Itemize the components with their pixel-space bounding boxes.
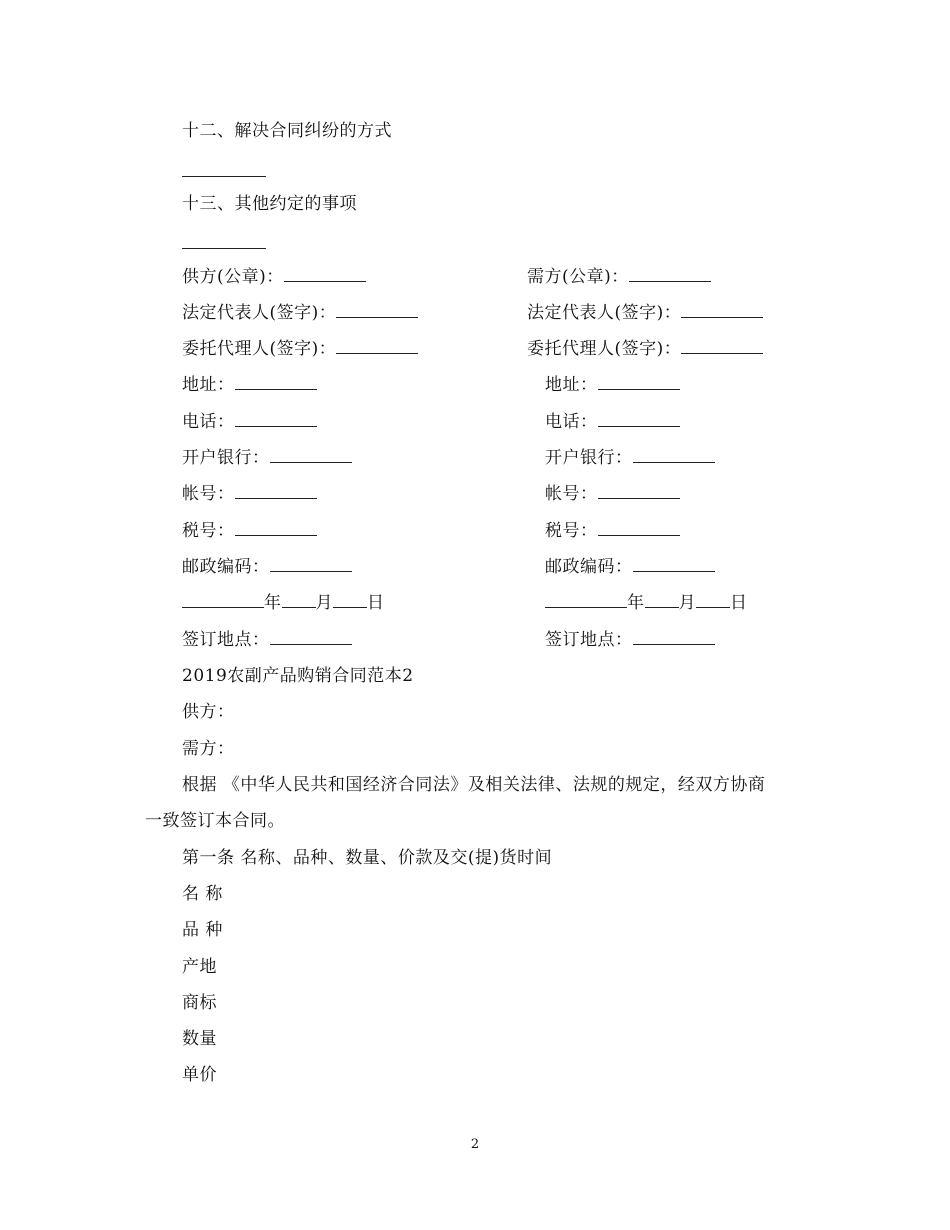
right-rep xyxy=(527,302,763,324)
left-phone-label: 电话： xyxy=(182,412,235,432)
left-agent xyxy=(182,338,418,360)
left-month-blank xyxy=(282,592,316,608)
right-bank xyxy=(545,447,715,469)
left-seal-blank xyxy=(284,266,366,282)
left-tax xyxy=(182,520,317,542)
left-phone xyxy=(182,411,317,433)
right-year-label: 年 xyxy=(627,593,645,613)
contract2-intro-line1: 根据 《中华人民共和国经济合同法》及相关法律、法规的规定，经双方协商 xyxy=(182,775,766,795)
contract2-article1: 第一条 名称、品种、数量、价款及交(提)货时间 xyxy=(182,848,553,868)
left-address-label: 地址： xyxy=(182,375,235,395)
left-rep-label: 法定代表人(签字)： xyxy=(182,303,337,323)
left-month-label: 月 xyxy=(315,593,333,613)
left-bank xyxy=(182,447,352,469)
right-place xyxy=(545,629,715,651)
left-date xyxy=(182,592,385,614)
left-day-blank xyxy=(333,592,367,608)
left-account xyxy=(182,483,317,505)
right-address xyxy=(545,374,680,396)
left-account-blank xyxy=(235,483,317,499)
left-rep xyxy=(182,302,418,324)
right-agent xyxy=(527,338,763,360)
page-number: 2 xyxy=(470,1137,480,1152)
right-tax-label: 税号： xyxy=(545,521,598,541)
right-bank-label: 开户银行： xyxy=(545,448,633,468)
left-address-blank xyxy=(235,374,317,390)
right-month-label: 月 xyxy=(678,593,696,613)
right-phone-blank xyxy=(598,411,680,427)
left-year-blank xyxy=(182,592,264,608)
field-unit-price: 单价 xyxy=(182,1065,217,1085)
left-postcode xyxy=(182,556,352,578)
right-account-blank xyxy=(598,483,680,499)
right-address-blank xyxy=(598,374,680,390)
left-postcode-label: 邮政编码： xyxy=(182,557,270,577)
right-address-label: 地址： xyxy=(545,375,598,395)
right-day-blank xyxy=(696,592,730,608)
field-origin: 产地 xyxy=(182,957,217,977)
right-postcode-label: 邮政编码： xyxy=(545,557,633,577)
section-13-blank xyxy=(182,248,266,249)
left-agent-label: 委托代理人(签字)： xyxy=(182,339,337,359)
contract2-buyer: 需方： xyxy=(182,739,235,759)
field-quantity: 数量 xyxy=(182,1029,217,1049)
right-tax-blank xyxy=(598,520,680,536)
left-place-blank xyxy=(270,629,352,645)
right-seal-blank xyxy=(629,266,711,282)
right-month-blank xyxy=(645,592,679,608)
right-phone xyxy=(545,411,680,433)
right-agent-label: 委托代理人(签字)： xyxy=(527,339,682,359)
left-place xyxy=(182,629,352,651)
right-seal xyxy=(527,266,711,288)
right-year-blank xyxy=(545,592,627,608)
left-bank-label: 开户银行： xyxy=(182,448,270,468)
section-13-heading: 十三、其他约定的事项 xyxy=(182,194,357,214)
contract2-title: 2019农副产品购销合同范本2 xyxy=(182,666,414,686)
left-seal xyxy=(182,266,366,288)
left-tax-blank xyxy=(235,520,317,536)
right-rep-blank xyxy=(681,302,763,318)
right-day-label: 日 xyxy=(730,593,748,613)
left-account-label: 帐号： xyxy=(182,484,235,504)
left-year-label: 年 xyxy=(264,593,282,613)
section-12-heading: 十二、解决合同纠纷的方式 xyxy=(182,121,392,141)
right-phone-label: 电话： xyxy=(545,412,598,432)
left-bank-blank xyxy=(270,447,352,463)
right-bank-blank xyxy=(633,447,715,463)
right-agent-blank xyxy=(681,338,763,354)
left-agent-blank xyxy=(336,338,418,354)
right-date xyxy=(545,592,748,614)
left-day-label: 日 xyxy=(367,593,385,613)
contract2-supplier: 供方： xyxy=(182,702,235,722)
left-place-label: 签订地点： xyxy=(182,630,270,650)
right-tax xyxy=(545,520,680,542)
left-rep-blank xyxy=(336,302,418,318)
right-account xyxy=(545,483,680,505)
section-12-blank xyxy=(182,176,266,177)
right-place-blank xyxy=(633,629,715,645)
right-account-label: 帐号： xyxy=(545,484,598,504)
field-variety: 品 种 xyxy=(182,920,223,940)
field-trademark: 商标 xyxy=(182,993,217,1013)
left-seal-label: 供方(公章)： xyxy=(182,267,284,287)
left-phone-blank xyxy=(235,411,317,427)
right-postcode xyxy=(545,556,715,578)
left-address xyxy=(182,374,317,396)
right-seal-label: 需方(公章)： xyxy=(527,267,629,287)
contract2-intro-line2: 一致签订本合同。 xyxy=(145,811,285,831)
left-tax-label: 税号： xyxy=(182,521,235,541)
right-place-label: 签订地点： xyxy=(545,630,633,650)
right-postcode-blank xyxy=(633,556,715,572)
field-name: 名 称 xyxy=(182,884,223,904)
left-postcode-blank xyxy=(270,556,352,572)
right-rep-label: 法定代表人(签字)： xyxy=(527,303,682,323)
